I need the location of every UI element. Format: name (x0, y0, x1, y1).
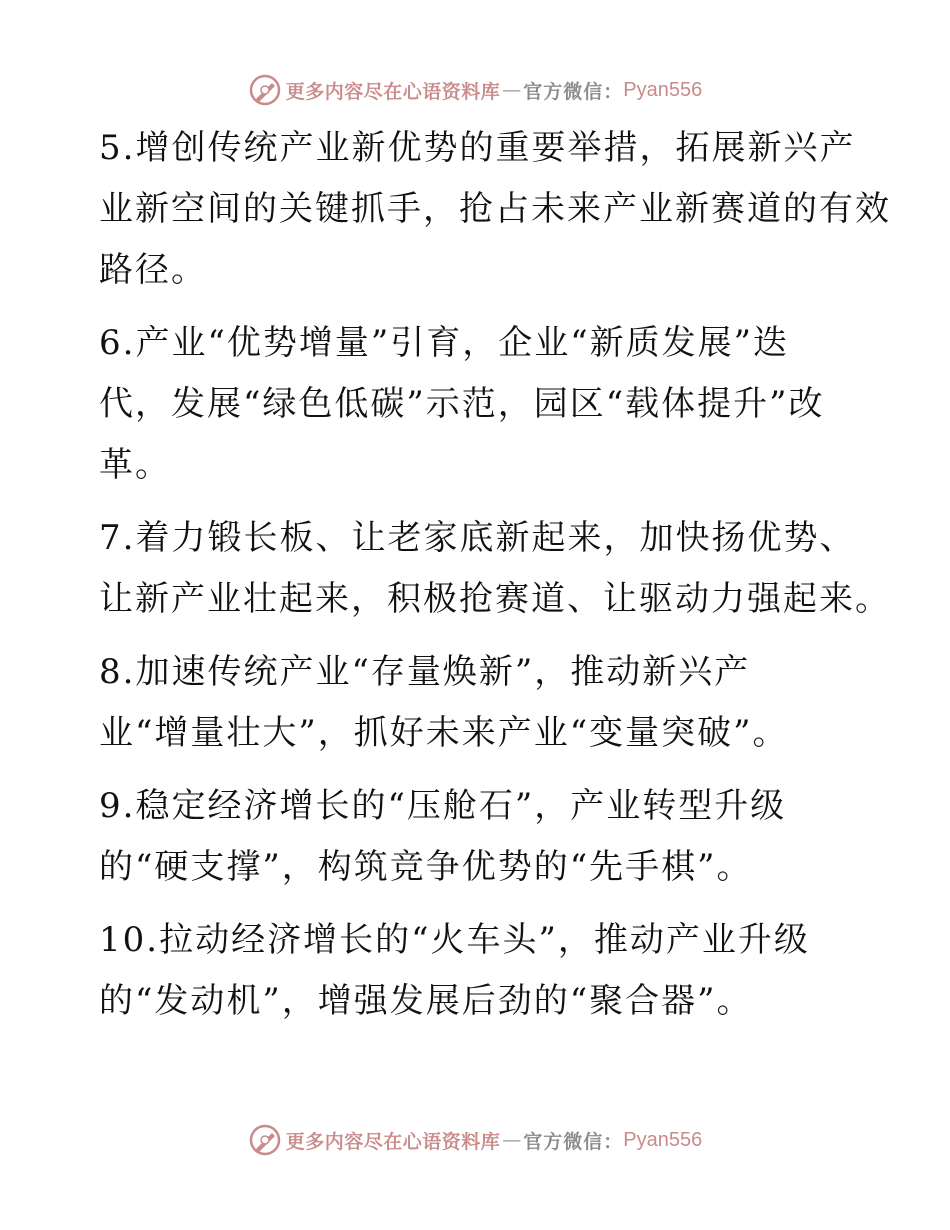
watermark-separator: — (502, 79, 522, 101)
paragraph-line: 代，发展“绿色低碳”示范，园区“载体提升”改 (99, 384, 825, 424)
watermark-site-text: 更多内容尽在心语资料库 (285, 1130, 501, 1153)
paragraph-7 (99, 508, 891, 630)
paragraph-line: 让新产业壮起来，积极抢赛道、让驱动力强起来。 (99, 579, 891, 619)
paragraph-line: 5.增创传统产业新优势的重要举措，拓展新兴产 (99, 128, 856, 168)
pen-logo-icon (248, 73, 282, 107)
paragraph-line: 9.稳定经济增长的“压舱石”，产业转型升级 (99, 786, 787, 826)
paragraph-line: 的“发动机”，增强发展后劲的“聚合器”。 (99, 981, 753, 1021)
paragraph-line: 7.着力锻长板、让老家底新起来，加快扬优势、 (99, 518, 856, 558)
paragraph-line: 业新空间的关键抓手，抢占未来产业新赛道的有效 (99, 189, 891, 229)
watermark-separator: — (502, 1129, 522, 1151)
watermark-wechat-label: 官方微信： (523, 1130, 624, 1153)
watermark-wechat-id: Pyan556 (623, 78, 703, 101)
paragraph-line: 路径。 (99, 250, 207, 290)
paragraph-6 (99, 313, 849, 496)
paragraph-5 (99, 118, 891, 301)
paragraph-10 (99, 910, 849, 1032)
paragraph-line: 6.产业“优势增量”引育，企业“新质发展”迭 (99, 323, 789, 363)
document-body (99, 118, 891, 1044)
paragraph-line: 的“硬支撑”，构筑竞争优势的“先手棋”。 (99, 847, 753, 887)
paragraph-line: 8.加速传统产业“存量焕新”，推动新兴产 (99, 652, 751, 692)
paragraph-9 (99, 776, 849, 898)
watermark-wechat-label: 官方微信： (523, 80, 624, 103)
paragraph-line: 业“增量壮大”，抓好未来产业“变量突破”。 (99, 713, 789, 753)
footer-watermark (0, 1120, 950, 1160)
paragraph-line: 革。 (99, 445, 171, 485)
watermark-site-text: 更多内容尽在心语资料库 (285, 80, 501, 103)
watermark-wechat-id: Pyan556 (623, 1128, 703, 1151)
header-watermark (0, 70, 950, 110)
paragraph-line: 10.拉动经济增长的“火车头”，推动产业升级 (99, 920, 810, 960)
paragraph-8 (99, 642, 849, 764)
pen-logo-icon (248, 1123, 282, 1157)
